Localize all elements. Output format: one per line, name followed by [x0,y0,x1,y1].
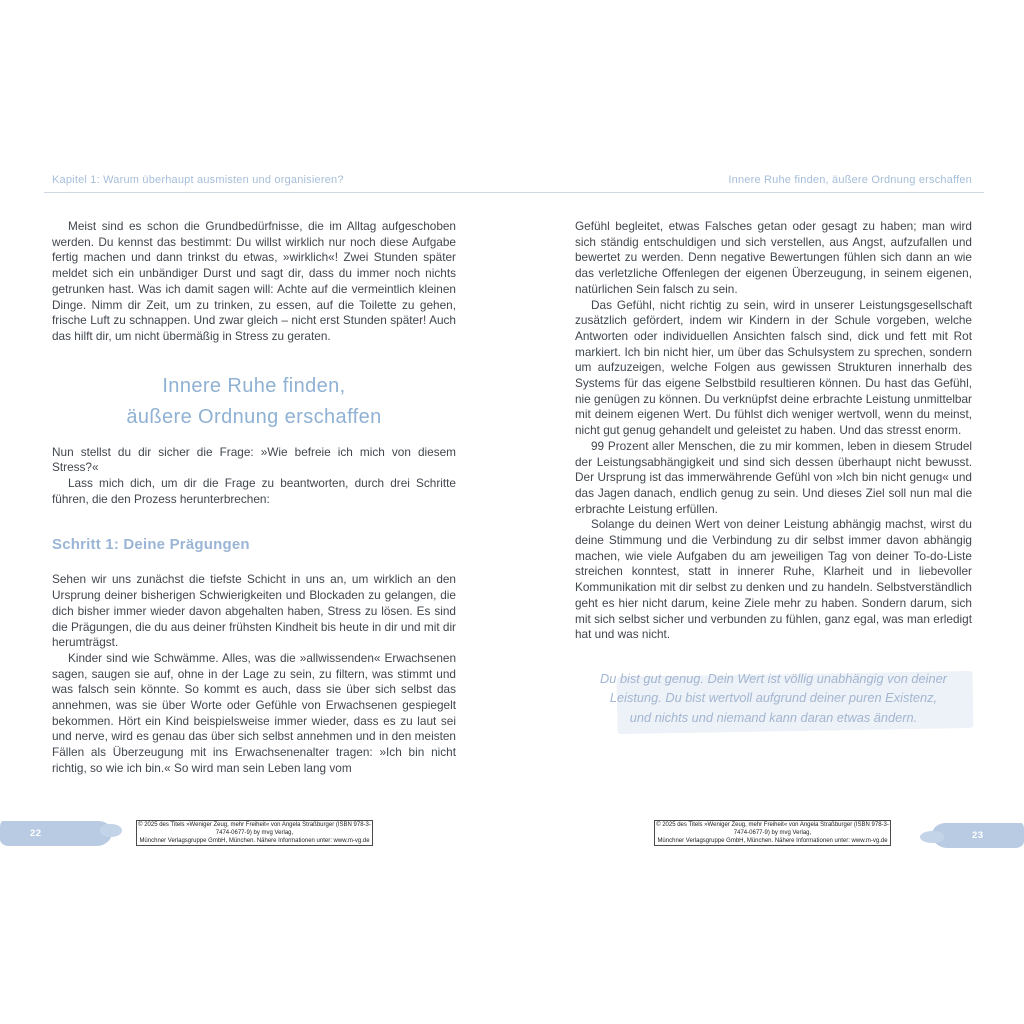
paragraph-gefuehl: Gefühl begleitet, etwas Falsches getan oder gesagt zu haben; man wird sich ständig entschuldigen und sich verstellen, aus Angst, aufzufallen und bewertet zu werden. Denn negative Bewertungen fühlen sich dann an wie das verletzliche Offenlegen der eigenen Überzeugung, in seinem eigenen, natürlichen Sein falsch zu sein. [575,219,972,296]
paragraph-steps: Lass mich dich, um dir die Frage zu beantworten, durch drei Schritte führen, die den Prozess herunterbrechen: [52,476,456,506]
quote-line1: Du bist gut genug. Dein Wert ist völlig unabhängig von deiner [600,670,947,686]
page-number-right: 23 [972,830,984,841]
quote-line3: und nichts und niemand kann daran etwas ändern. [629,709,918,725]
page-number-brush-left [0,821,112,846]
right-page-column [575,219,972,727]
imprint-line2-left: Münchner Verlagsgruppe GmbH, München. Nähere Informationen unter: www.m-vg.de [139,838,370,844]
paragraph-schicht: Sehen wir uns zunächst die tiefste Schicht in uns an, um wirklich an den Ursprung deiner bisherigen Schwierigkeiten und Blockaden zu gelangen, die dich bisher immer wieder davon abgehalten haben, Stress zu lösen. Es sind die Prägungen, die du aus deiner frühsten Kindheit bis heute in dir und mit dir herumträgst. [52,572,456,650]
header-rule [44,192,984,193]
page-number-left: 22 [30,828,42,839]
imprint-line1-right: © 2025 des Titels »Weniger Zeug, mehr Freiheit« von Angela Straßburger (ISBN 978-3-7474-0677-9) by mvg Verlag, [656,822,889,836]
paragraph-leistung: Das Gefühl, nicht richtig zu sein, wird in unserer Leistungsgesellschaft zusätzlich gefördert, indem wir Kindern in der Schule vorgeben, welche Antworten oder individuellen Ansichten falsch sind, dick und fett mit Rot markiert. Ich bin nicht hier, um über das Schulsystem zu sprechen, sondern um aufzuzeigen, welche Folgen aus gewissen Strukturen innerhalb des Systems für das eigene Selbstbild resultieren können. Du hast das Gefühl, nie genügen zu können. Du verknüpfst deine erbrachte Leistung unmittelbar mit deinem eigenen Wert. Du fühlst dich weniger wertvoll, wenn du meinst, nicht gut genug gehandelt und geleistet zu haben. Und das stresst enorm. [575,297,972,438]
imprint-box-left [136,820,373,846]
imprint-box-right [654,820,891,846]
running-header-right: Innere Ruhe finden, äußere Ordnung erschaffen [728,174,972,186]
page-number-brush-right [932,823,1024,848]
paragraph-intro: Meist sind es schon die Grundbedürfnisse, die im Alltag aufgeschoben werden. Du kennst das bestimmt: Du willst wirklich nur noch diese Aufgabe fertig machen und dann trinkst du etwas, »wirklich«! Zwei Stunden später meldet sich ein unbändiger Durst und sagt dir, dass du immer noch nichts getrunken hast. Was ich damit sagen will: Achte auf die vermeintlich kleinen Dinge. Nimm dir Zeit, um zu trinken, zu essen, auf die Toilette zu gehen, frische Luft zu schnappen. Und zwar gleich – nicht erst Stunden später! Auch das hilft dir, um nicht übermäßig in Stress zu geraten. [52,219,456,343]
quote-line2: Leistung. Du bist wertvoll aufgrund deiner puren Existenz, [609,690,938,706]
left-page-column [52,219,456,777]
chapter-heading-line1: Innere Ruhe finden, [162,374,346,397]
paragraph-prozent: 99 Prozent aller Menschen, die zu mir kommen, leben in diesem Strudel der Leistungsabhängigkeit und sind sich dessen überhaupt nicht bewusst. Der Ursprung ist das immerwährende Gefühl von »Ich bin nicht genug« und das Jagen danach, endlich genug zu sein. Und dieses Ziel soll nun mal die erbrachte Leistung erfüllen. [575,438,972,516]
paragraph-kinder: Kinder sind wie Schwämme. Alles, was die »allwissenden« Erwachsenen sagen, saugen sie auf, ohne in der Lage zu sein, zu filtern, was stimmt und was falsch sein könnte. So kommt es auch, dass sie über sich selbst das annehmen, was sie über Worte oder Gefühle von Erwachsenen gespiegelt bekommen. Hört ein Kind beispielsweise immer wieder, dass es zu laut sei und nerve, wird es genau das über sich selbst annehmen und in den meisten Fällen als Überzeugung mit ins Erwachsenenalter tragen: »Ich bin nicht richtig, so wie ich bin.« So wird man sein Leben lang vom [52,650,456,775]
paragraph-solange: Solange du deinen Wert von deiner Leistung abhängig machst, wirst du deine Stimmung und die Verbindung zu dir selbst immer davon abhängig machen, wie viele Aufgaben du am jeweiligen Tag von deiner To-do-Liste streichen konntest, statt in innerer Ruhe, Klarheit und in liebevoller Kommunikation mit dir selbst zu denken und zu handeln. Selbstverständlich geht es hier nicht darum, keine Ziele mehr zu haben. Sondern darum, sich mit sich selbst sicher und verbunden zu fühlen, ganz egal, was man erledigt hat und was nicht. [575,517,972,642]
paragraph-question: Nun stellst du dir sicher die Frage: »Wie befreie ich mich von diesem Stress?« [52,444,456,475]
imprint-line2-right: Münchner Verlagsgruppe GmbH, München. Nähere Informationen unter: www.m-vg.de [657,838,888,844]
quote-block [583,669,965,728]
chapter-heading-line2: äußere Ordnung erschaffen [126,405,382,428]
imprint-line1-left: © 2025 des Titels »Weniger Zeug, mehr Freiheit« von Angela Straßburger (ISBN 978-3-7474-0677-9) by mvg Verlag, [138,822,371,836]
section-subheading: Schritt 1: Deine Prägungen [52,536,250,554]
running-header-left: Kapitel 1: Warum überhaupt ausmisten und organisieren? [52,174,344,186]
chapter-heading [52,371,456,433]
